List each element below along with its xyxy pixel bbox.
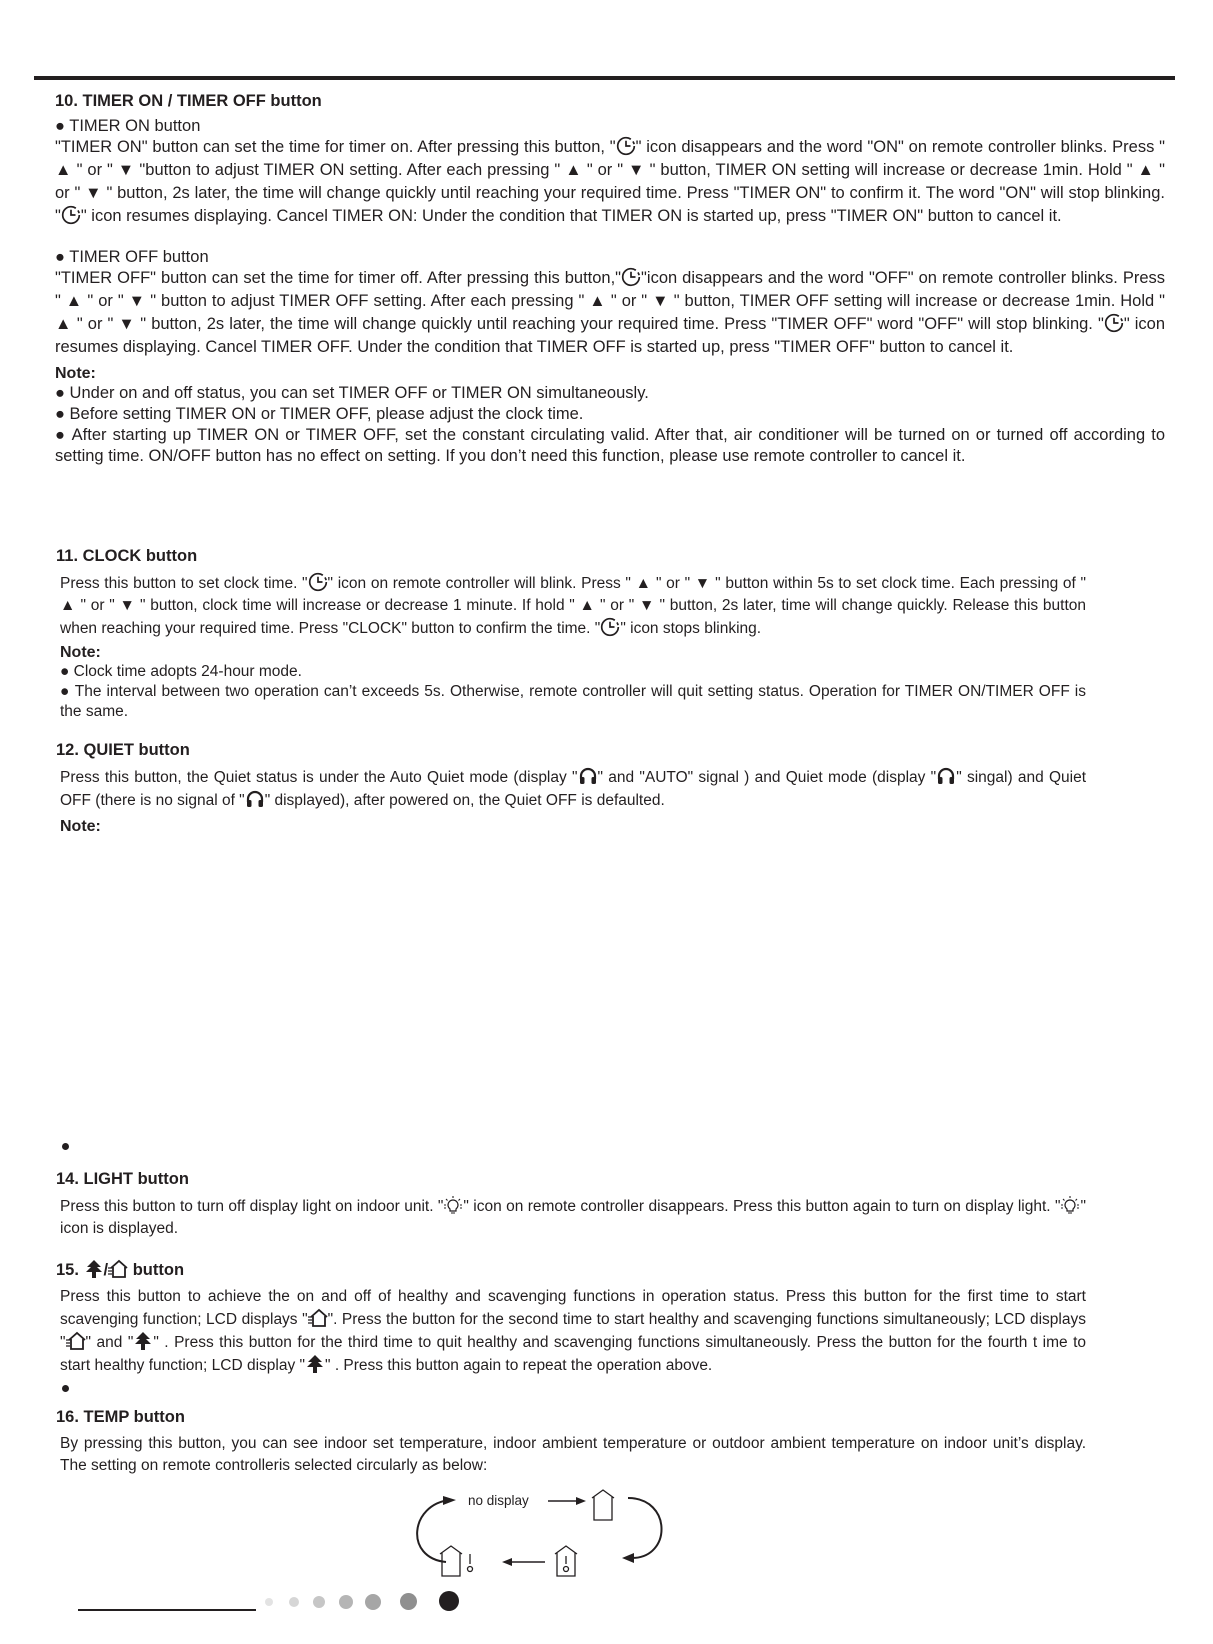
- house-icon: [66, 1331, 86, 1351]
- timer-on-text: "TIMER ON" button can set the time for timer on. After pressing this button, " " icon disappears and the word "ON" on remote controller blinks. Press " ▲ " or " ▼ "button to adjust TIMER ON setting. After each pressing " ▲ " or " ▼ " button, TIMER ON setting will increase or decrease 1min. Hold " ▲ " or " ▼ " button, 2s later, the time will change quickly until reaching your required time. Press "TIMER ON" to confirm it. The word "ON" will stop blinking. " " icon resumes displaying. Cancel TIMER ON: Under the condition that TIMER ON is started up, press "TIMER ON" button to cancel it.: [55, 138, 1165, 225]
- section-temp: [56, 1408, 1086, 1477]
- clock-icon: [1104, 313, 1124, 333]
- clock-icon: [621, 267, 641, 287]
- section-timer: [55, 92, 1165, 467]
- note-item: ● After starting up TIMER ON or TIMER OFF, set the constant circulating valid. After that, air conditioner will be turned on or turned off according to setting time. ON/OFF button has no effect on setting. If you don’t need this function, please use remote controller to cancel it.: [55, 426, 1165, 465]
- arrowhead: [443, 1496, 456, 1505]
- note-item: ● Before setting TIMER ON or TIMER OFF, please adjust the clock time.: [55, 405, 584, 423]
- page-dot: [289, 1597, 299, 1607]
- clock-icon: [308, 572, 328, 592]
- page-dot: [339, 1595, 353, 1609]
- note-item: ● The interval between two operation can’t exceeds 5s. Otherwise, remote controller will quit setting status. Operation for TIMER ON/TIMER OFF is the same.: [60, 683, 1086, 720]
- page-dot: [313, 1596, 325, 1608]
- section-light: [56, 1170, 1086, 1240]
- timer-off-heading: ● TIMER OFF button: [55, 248, 209, 266]
- section-title: 14. LIGHT button: [56, 1170, 189, 1188]
- headphones-icon: [245, 789, 265, 809]
- headphones-icon: [936, 766, 956, 786]
- cycle-arrow-right: [628, 1498, 662, 1558]
- page-dot: [400, 1593, 417, 1610]
- house-icon-set-temp: [592, 1490, 614, 1520]
- arrowhead: [576, 1497, 586, 1505]
- tree-icon: [84, 1259, 104, 1279]
- bullet-dot: [62, 1143, 69, 1150]
- note-label: Note:: [60, 818, 101, 835]
- clock-icon: [616, 136, 636, 156]
- arrowhead: [622, 1553, 634, 1563]
- timer-off-text: "TIMER OFF" button can set the time for timer off. After pressing this button," "icon disappears and the word "OFF" on remote controller blinks. Press " ▲ " or " ▼ " button to adjust TIMER OFF setting. After each pressing " ▲ " or " ▼ " button, TIMER OFF setting will increase or decrease 1min. Hold " ▲ " or " ▼ " button, 2s later, the time will change quickly until reaching your required time. Press "TIMER OFF" word "OFF" will stop blinking. " " icon resumes displaying. Cancel TIMER OFF. Under the condition that TIMER OFF is started up, press "TIMER OFF" button to cancel it.: [55, 269, 1166, 356]
- bullet-dot: [62, 1385, 69, 1392]
- health-text: Press this button to achieve the on and off of healthy and scavenging functions in operation status. Press this button for the first time to start scavenging function; LCD displays " ". Press the button for the second time to start healthy and scavenging functions simultaneously; LCD displays " " and " " . Press this button for the third time to quit healthy and scavenging functions simultaneously. Press the button for the fourth t ime to start healthy function; LCD display " " . Press this button again to repeat the operation above.: [60, 1288, 1086, 1374]
- no-display-label: no display: [468, 1493, 529, 1508]
- clock-text: Press this button to set clock time. " " icon on remote controller will blink. Press " ▲ " or " ▼ " button within 5s to set clock time. Each pressing of " ▲ " or " ▼ " button, clock time will increase or decrease 1 minute. If hold " ▲ " or " ▼ " button, 2s later, time will change quickly. Release this button when reaching your required time. Press "CLOCK" button to confirm the time. " " icon stops blinking.: [56, 572, 1086, 640]
- clock-icon: [600, 617, 620, 637]
- note-label: Note:: [60, 644, 101, 661]
- tree-icon: [305, 1354, 325, 1374]
- temp-cycle-diagram: [410, 1488, 710, 1578]
- note-label: Note:: [55, 365, 96, 382]
- section-title: 10. TIMER ON / TIMER OFF button: [55, 92, 322, 110]
- clock-icon: [61, 205, 81, 225]
- page-dot: [365, 1594, 381, 1610]
- page-dot-current: [439, 1591, 459, 1611]
- arrowhead: [502, 1558, 512, 1566]
- headphones-icon: [578, 766, 598, 786]
- light-icon: [1060, 1195, 1080, 1215]
- section-title: 15. / button: [56, 1261, 185, 1279]
- section-health: [56, 1259, 1086, 1377]
- house-icon: [308, 1308, 328, 1328]
- timer-on-heading: ● TIMER ON button: [55, 117, 201, 135]
- quiet-text: Press this button, the Quiet status is under the Auto Quiet mode (display " " and "AUTO" signal ) and Quiet mode (display " " singal) and Quiet OFF (there is no signal of " " displayed), after powered on, the Quiet OFF is defaulted.: [56, 766, 1086, 812]
- house-icon-indoor-temp: [555, 1546, 577, 1576]
- light-text: Press this button to turn off display light on indoor unit. " " icon on remote controller disappears. Press this button again to turn on display light. " " icon is displayed.: [56, 1195, 1086, 1240]
- footer-rule: [78, 1609, 256, 1611]
- note-item: ● Clock time adopts 24-hour mode.: [60, 663, 302, 680]
- temp-text: By pressing this button, you can see indoor set temperature, indoor ambient temperature or outdoor ambient temperature on indoor unit’s display. The setting on remote controlleris selected circularly as below:: [60, 1435, 1086, 1474]
- section-title: 16. TEMP button: [56, 1408, 185, 1426]
- section-title: 12. QUIET button: [56, 741, 190, 759]
- cycle-arrow-left: [417, 1500, 450, 1562]
- note-item: ● Under on and off status, you can set TIMER OFF or TIMER ON simultaneously.: [55, 384, 649, 402]
- house-icon: [108, 1259, 128, 1279]
- section-clock: [56, 547, 1086, 722]
- top-rule: [34, 76, 1175, 80]
- page-dot: [265, 1598, 273, 1606]
- light-icon: [443, 1195, 463, 1215]
- section-quiet: [56, 741, 1086, 836]
- section-title: 11. CLOCK button: [56, 547, 198, 565]
- tree-icon: [133, 1331, 153, 1351]
